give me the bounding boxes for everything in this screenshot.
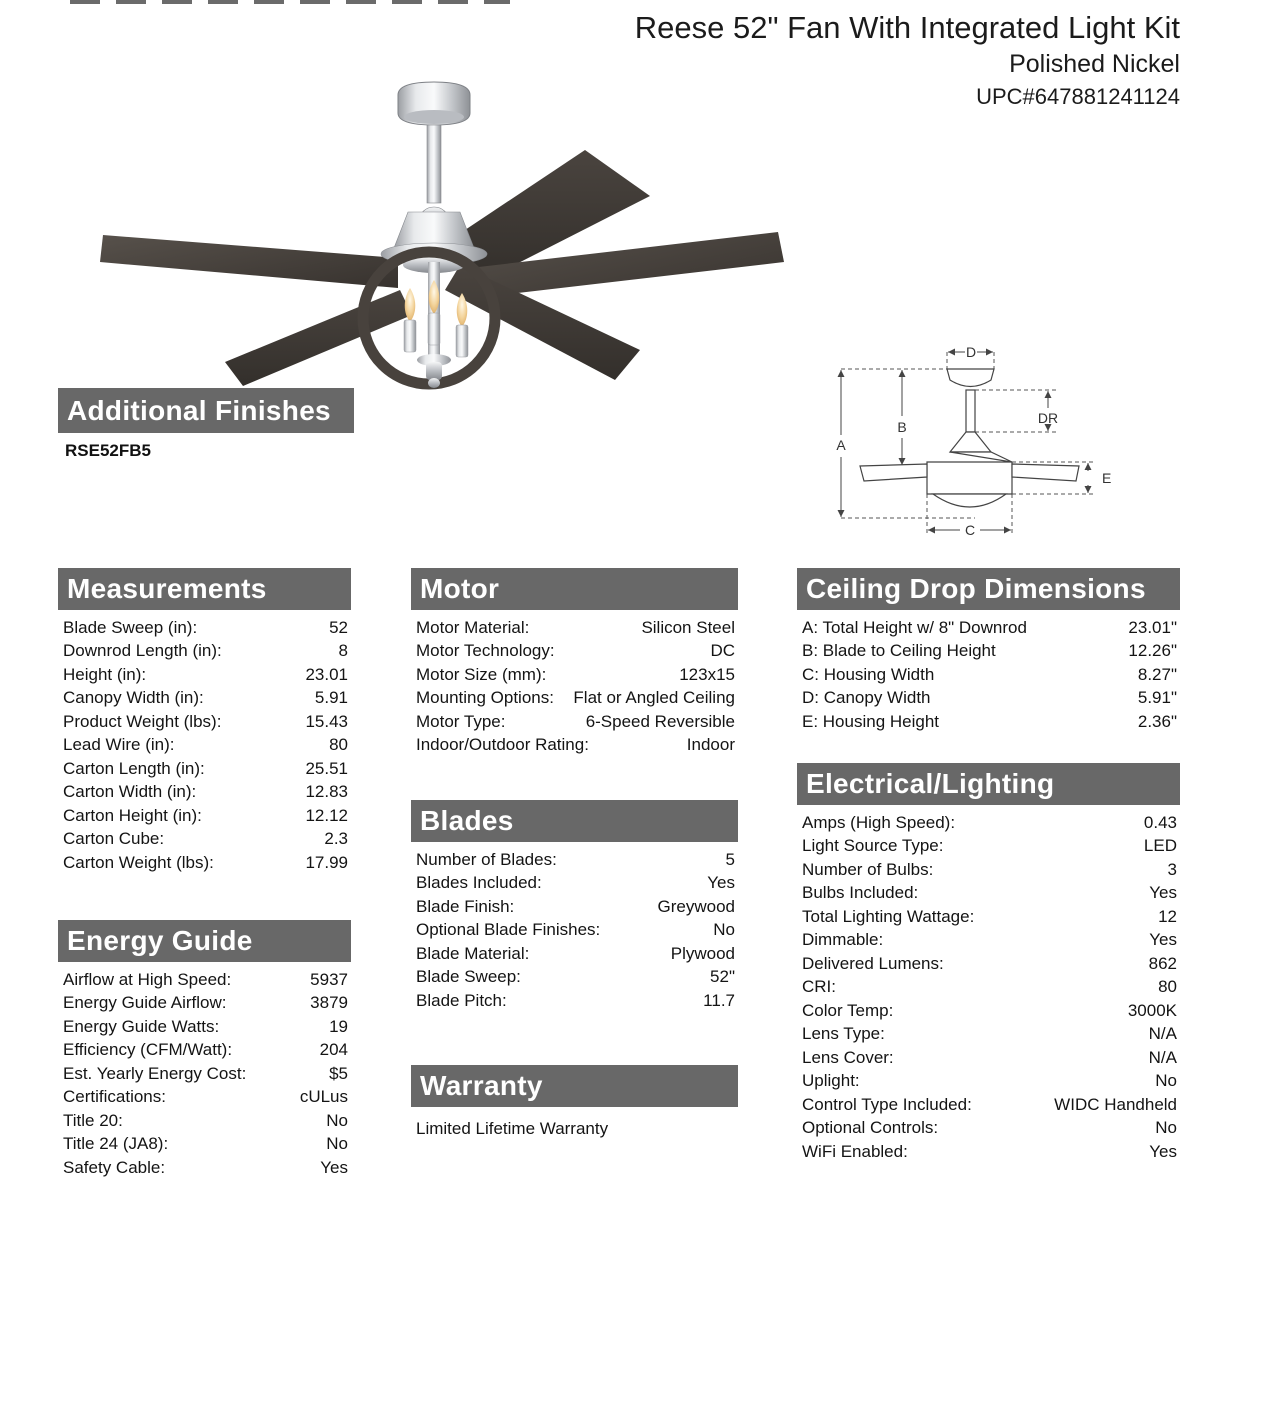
spec-row — [797, 882, 1180, 906]
blades-section — [411, 800, 738, 1013]
motor-rows — [411, 616, 738, 757]
spec-label: Carton Width (in): — [63, 782, 197, 802]
spec-row — [58, 616, 351, 640]
finish-name: Polished Nickel — [1009, 50, 1180, 78]
spec-label: Lead Wire (in): — [63, 735, 175, 755]
spec-row — [411, 966, 738, 990]
spec-value: Flat or Angled Ceiling — [573, 688, 735, 708]
spec-row — [797, 1117, 1180, 1141]
spec-label: B: Blade to Ceiling Height — [802, 641, 996, 661]
page-title: Reese 52" Fan With Integrated Light Kit — [634, 10, 1180, 45]
spec-row — [797, 905, 1180, 929]
fan-blade — [100, 235, 398, 288]
fan-product-image — [55, 55, 825, 400]
spec-label: Carton Length (in): — [63, 758, 205, 778]
energy-guide-section — [58, 920, 351, 1180]
spec-label: Optional Blade Finishes: — [416, 920, 601, 940]
spec-row — [58, 640, 351, 664]
fan-candle-bulb — [404, 288, 416, 352]
spec-row — [411, 872, 738, 896]
spec-value: 52" — [710, 967, 735, 987]
spec-value: 862 — [1148, 953, 1177, 973]
spec-value: 12 — [1158, 906, 1177, 926]
spec-value: 15.43 — [305, 711, 348, 731]
spec-row — [411, 710, 738, 734]
spec-label: Total Lighting Wattage: — [802, 906, 975, 926]
ceiling-drop-rows — [797, 616, 1180, 734]
spec-row — [411, 942, 738, 966]
spec-label: Height (in): — [63, 664, 147, 684]
spec-label: Blade Pitch: — [416, 990, 507, 1010]
warranty-section — [411, 1065, 738, 1139]
spec-row — [797, 976, 1180, 1000]
spec-value: 12.12 — [305, 805, 348, 825]
spec-label: D: Canopy Width — [802, 688, 931, 708]
section-header-electrical-lighting: Electrical/Lighting — [797, 763, 1180, 805]
section-header-motor: Motor — [411, 568, 738, 610]
spec-label: Airflow at High Speed: — [63, 969, 232, 989]
spec-label: Delivered Lumens: — [802, 953, 944, 973]
spec-value: 3000K — [1127, 1000, 1177, 1020]
spec-value: 6-Speed Reversible — [585, 711, 735, 731]
spec-value: 23.01 — [305, 664, 348, 684]
spec-label: Mounting Options: — [416, 688, 554, 708]
spec-row — [411, 989, 738, 1013]
spec-value: 11.7 — [703, 990, 735, 1010]
spec-value: $5 — [329, 1063, 348, 1083]
spec-label: Est. Yearly Energy Cost: — [63, 1063, 247, 1083]
spec-label: Motor Type: — [416, 711, 506, 731]
spec-label: CRI: — [802, 977, 836, 997]
spec-value: 80 — [1158, 977, 1177, 997]
spec-label: Product Weight (lbs): — [63, 711, 222, 731]
spec-row — [411, 895, 738, 919]
spec-label: Number of Blades: — [416, 849, 557, 869]
spec-value: 204 — [319, 1040, 348, 1060]
spec-row — [58, 1039, 351, 1063]
spec-row — [58, 781, 351, 805]
spec-row — [411, 663, 738, 687]
spec-label: Blade Finish: — [416, 896, 515, 916]
electrical-lighting-rows — [797, 811, 1180, 1164]
section-header-additional-finishes: Additional Finishes — [58, 388, 354, 433]
spec-row — [58, 757, 351, 781]
spec-label: Motor Material: — [416, 617, 530, 637]
spec-row — [797, 663, 1180, 687]
section-header-warranty: Warranty — [411, 1065, 738, 1107]
cropped-logo-fragment — [70, 0, 510, 4]
section-header-ceiling-drop: Ceiling Drop Dimensions — [797, 568, 1180, 610]
spec-row — [58, 851, 351, 875]
diagram-housing — [950, 432, 991, 452]
spec-row — [58, 828, 351, 852]
spec-label: Indoor/Outdoor Rating: — [416, 735, 589, 755]
spec-row — [797, 811, 1180, 835]
spec-value: Greywood — [657, 896, 735, 916]
spec-row — [58, 992, 351, 1016]
spec-row — [797, 616, 1180, 640]
dim-label-a: A — [836, 437, 846, 453]
spec-row — [58, 1086, 351, 1110]
spec-value: 8 — [338, 641, 348, 661]
spec-value: Plywood — [670, 943, 735, 963]
spec-row — [797, 999, 1180, 1023]
spec-label: Light Source Type: — [802, 836, 944, 856]
spec-row — [797, 687, 1180, 711]
diagram-light-dome — [933, 494, 1006, 507]
spec-row — [797, 929, 1180, 953]
spec-value: Yes — [1149, 883, 1177, 903]
spec-row — [411, 734, 738, 758]
spec-row — [58, 804, 351, 828]
section-header-blades: Blades — [411, 800, 738, 842]
spec-value: 0.43 — [1143, 812, 1177, 832]
spec-value: 12.26" — [1128, 641, 1177, 661]
spec-label: Title 20: — [63, 1110, 123, 1130]
spec-row — [797, 1023, 1180, 1047]
spec-row — [797, 1070, 1180, 1094]
spec-row — [58, 663, 351, 687]
spec-label: Energy Guide Watts: — [63, 1016, 220, 1036]
spec-value: Indoor — [686, 735, 735, 755]
spec-label: Title 24 (JA8): — [63, 1134, 169, 1154]
section-header-energy-guide: Energy Guide — [58, 920, 351, 962]
ceiling-drop-diagram — [830, 340, 1150, 550]
spec-label: Safety Cable: — [63, 1157, 166, 1177]
measurements-rows — [58, 616, 351, 875]
electrical-lighting-section — [797, 763, 1180, 1164]
spec-row — [411, 640, 738, 664]
spec-row — [58, 1062, 351, 1086]
spec-label: Number of Bulbs: — [802, 859, 934, 879]
upc-code: UPC#647881241124 — [976, 84, 1180, 109]
diagram-housing — [927, 452, 1012, 494]
spec-row — [58, 1156, 351, 1180]
motor-section — [411, 568, 738, 757]
spec-value: Silicon Steel — [641, 617, 735, 637]
dim-label-b: B — [897, 419, 907, 435]
diagram-blade-right — [1012, 464, 1079, 481]
spec-label: Motor Size (mm): — [416, 664, 547, 684]
spec-value: 2.3 — [324, 829, 348, 849]
spec-row — [58, 1109, 351, 1133]
spec-label: Bulbs Included: — [802, 883, 919, 903]
fan-downrod — [427, 125, 441, 203]
spec-value: cULus — [299, 1087, 348, 1107]
spec-row — [797, 640, 1180, 664]
spec-label: Canopy Width (in): — [63, 688, 204, 708]
spec-value: No — [713, 920, 735, 940]
spec-value: No — [1155, 1118, 1177, 1138]
spec-value: 25.51 — [305, 758, 348, 778]
blades-rows — [411, 848, 738, 1013]
spec-row — [58, 968, 351, 992]
spec-label: Amps (High Speed): — [802, 812, 956, 832]
dim-label-d: D — [965, 344, 977, 360]
spec-label: WiFi Enabled: — [802, 1141, 908, 1161]
fan-candle-bulb — [456, 293, 468, 357]
spec-value: 3879 — [310, 993, 348, 1013]
spec-row — [797, 1046, 1180, 1070]
dim-label-c: C — [964, 522, 976, 538]
spec-label: Blade Sweep (in): — [63, 617, 198, 637]
spec-value: 2.36" — [1137, 711, 1177, 731]
warranty-note: Limited Lifetime Warranty — [416, 1119, 609, 1138]
spec-value: 80 — [329, 735, 348, 755]
spec-value: LED — [1143, 836, 1177, 856]
spec-value: 5937 — [310, 969, 348, 989]
spec-value: 5.91 — [314, 688, 348, 708]
spec-row — [58, 1133, 351, 1157]
spec-row — [411, 919, 738, 943]
spec-row — [58, 1015, 351, 1039]
spec-label: Optional Controls: — [802, 1118, 939, 1138]
spec-value: Yes — [320, 1157, 348, 1177]
ceiling-drop-section — [797, 568, 1180, 734]
dim-label-e: E — [1102, 470, 1112, 486]
spec-label: Carton Weight (lbs): — [63, 852, 214, 872]
spec-value: No — [326, 1134, 348, 1154]
spec-value: 19 — [329, 1016, 348, 1036]
diagram-canopy — [947, 369, 994, 387]
spec-label: Dimmable: — [802, 930, 884, 950]
spec-value: No — [1155, 1071, 1177, 1091]
spec-value: N/A — [1148, 1024, 1177, 1044]
spec-row — [58, 734, 351, 758]
fan-canopy — [398, 82, 470, 125]
spec-label: A: Total Height w/ 8" Downrod — [802, 617, 1027, 637]
spec-label: Blades Included: — [416, 873, 542, 893]
spec-value: Yes — [1149, 930, 1177, 950]
spec-value: Yes — [1149, 1141, 1177, 1161]
spec-label: Blade Material: — [416, 943, 530, 963]
spec-row — [58, 687, 351, 711]
spec-label: Color Temp: — [802, 1000, 894, 1020]
spec-label: E: Housing Height — [802, 711, 940, 731]
spec-label: Certifications: — [63, 1087, 166, 1107]
spec-row — [58, 710, 351, 734]
spec-value: 123x15 — [679, 664, 735, 684]
spec-row — [797, 1093, 1180, 1117]
spec-label: Lens Cover: — [802, 1047, 894, 1067]
measurements-section — [58, 568, 351, 875]
spec-value: 8.27" — [1137, 664, 1177, 684]
spec-value: N/A — [1148, 1047, 1177, 1067]
spec-row — [797, 952, 1180, 976]
spec-value: 17.99 — [305, 852, 348, 872]
additional-finishes-section — [58, 388, 354, 461]
spec-value: DC — [710, 641, 735, 661]
spec-row — [411, 616, 738, 640]
spec-label: Control Type Included: — [802, 1094, 972, 1114]
spec-row — [797, 1140, 1180, 1164]
energy-guide-rows — [58, 968, 351, 1180]
spec-label: Energy Guide Airflow: — [63, 993, 227, 1013]
spec-value: No — [326, 1110, 348, 1130]
spec-value: WIDC Handheld — [1054, 1094, 1177, 1114]
spec-row — [411, 687, 738, 711]
spec-value: 12.83 — [305, 782, 348, 802]
diagram-downrod — [966, 390, 975, 432]
finish-model-number: RSE52FB5 — [65, 441, 151, 460]
spec-row — [797, 858, 1180, 882]
spec-label: C: Housing Width — [802, 664, 935, 684]
spec-value: 23.01" — [1128, 617, 1177, 637]
spec-row — [797, 835, 1180, 859]
spec-label: Blade Sweep: — [416, 967, 521, 987]
spec-row — [411, 848, 738, 872]
spec-label: Carton Height (in): — [63, 805, 202, 825]
spec-value: 52 — [329, 617, 348, 637]
spec-label: Motor Technology: — [416, 641, 555, 661]
spec-label: Carton Cube: — [63, 829, 165, 849]
spec-label: Lens Type: — [802, 1024, 885, 1044]
section-header-measurements: Measurements — [58, 568, 351, 610]
diagram-blade-left — [860, 464, 927, 481]
spec-label: Efficiency (CFM/Watt): — [63, 1040, 233, 1060]
spec-value: Yes — [707, 873, 735, 893]
spec-value: 3 — [1167, 859, 1177, 879]
spec-value: 5.91" — [1137, 688, 1177, 708]
dim-label-dr: DR — [1037, 410, 1059, 426]
spec-value: 5 — [725, 849, 735, 869]
spec-label: Downrod Length (in): — [63, 641, 222, 661]
spec-row — [797, 710, 1180, 734]
spec-label: Uplight: — [802, 1071, 860, 1091]
